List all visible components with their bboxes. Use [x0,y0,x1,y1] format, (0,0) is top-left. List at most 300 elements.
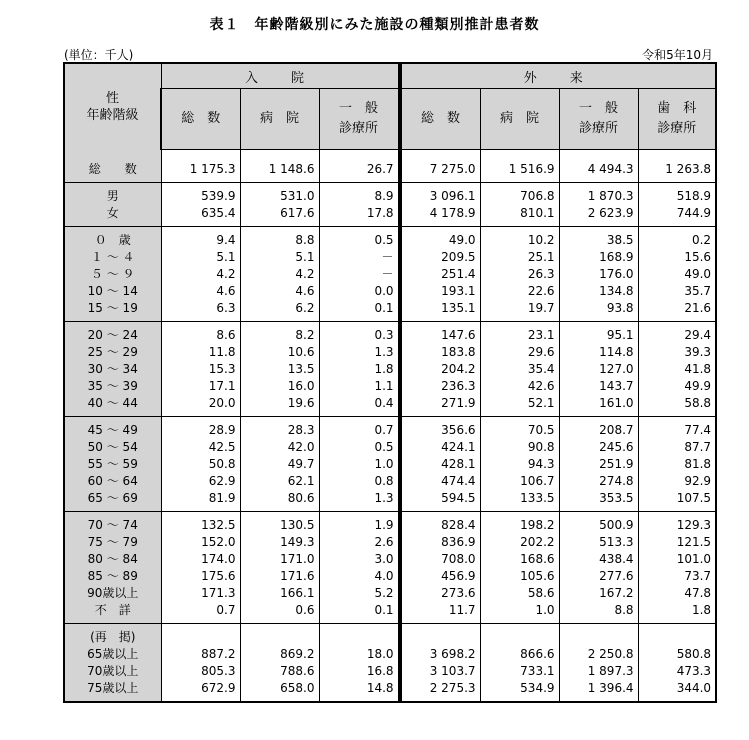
value: 658.0 [280,681,315,695]
value: 174.0 [201,552,236,566]
value-column-cell [319,512,398,624]
table-section-restated [64,624,716,703]
value: 70.5 [527,423,555,437]
value: 183.8 [441,345,476,359]
value: 1.8 [374,362,394,376]
value: 92.9 [684,474,712,488]
value: 424.1 [441,440,476,454]
column-header-line1: 総 数 [421,111,461,126]
value: 1 516.9 [508,162,555,176]
column-header [559,89,638,150]
value: 1.3 [374,491,394,505]
value: 788.6 [280,664,315,678]
value: 11.8 [208,345,236,359]
value: 8.9 [374,189,394,203]
column-header-line1: 総 数 [181,111,221,126]
column-header [240,89,319,150]
value: 52.1 [527,396,555,410]
value: 0.2 [691,233,712,247]
value-column-cell [559,417,638,512]
value: 8.8 [614,603,634,617]
value: 271.9 [441,396,476,410]
value: 22.6 [527,284,555,298]
value: 106.7 [520,474,555,488]
value: 1.0 [535,603,555,617]
value: 105.6 [520,569,555,583]
table-section-age-45-69 [64,417,716,512]
value: 167.2 [599,586,634,600]
value: 176.0 [599,267,634,281]
row-label: 30 ～ 34 [87,362,138,376]
value: 7 275.0 [429,162,476,176]
value: 50.8 [208,457,236,471]
value: 513.3 [599,535,634,549]
row-label: 45 ～ 49 [87,423,138,437]
value-column-cell [319,227,398,322]
value: 107.5 [676,491,712,505]
value: 500.9 [599,518,634,532]
value: 41.8 [684,362,712,376]
value: 42.6 [527,379,555,393]
value: 4.0 [374,569,394,583]
value: 28.3 [287,423,315,437]
value: 16.8 [366,664,394,678]
value: 21.6 [684,301,712,315]
column-header [480,89,559,150]
value: 87.7 [684,440,712,454]
value: 95.1 [606,328,634,342]
value-column-cell [401,183,480,227]
value: 708.0 [441,552,476,566]
row-header-sex: 性 [105,90,119,106]
value: 580.8 [676,647,712,661]
column-header-line1: 一 般 [339,101,379,116]
value: 58.6 [527,586,555,600]
value-column-cell [638,417,716,512]
row-label: 90歳以上 [87,586,139,600]
value: 1.0 [374,457,394,471]
value: 344.0 [676,681,712,695]
value: 134.8 [599,284,634,298]
value: 168.6 [520,552,555,566]
column-header-line1: 病 院 [500,111,540,126]
table-section-age-70-up [64,512,716,624]
column-header-line2: 診療所 [339,121,379,136]
value: 132.5 [201,518,236,532]
value-column-cell [401,417,480,512]
value: 2 275.3 [429,681,476,695]
value: 20.0 [208,396,236,410]
value: 0.7 [216,603,236,617]
value: 251.9 [599,457,634,471]
value: 4 178.9 [429,206,476,220]
value-column-cell [480,150,559,183]
value: 49.9 [684,379,712,393]
value: 828.4 [441,518,476,532]
value-column-cell [161,624,240,703]
value: 805.3 [201,664,236,678]
value: 4.2 [216,267,236,281]
value-column-cell [161,227,240,322]
value: 208.7 [599,423,634,437]
value: 356.6 [441,423,476,437]
value: 251.4 [441,267,476,281]
value: 0.7 [374,423,394,437]
value: 38.5 [606,233,634,247]
value: 5.2 [374,586,394,600]
value: 810.1 [520,206,555,220]
value: 35.7 [684,284,712,298]
value: 39.3 [684,345,712,359]
row-label: 不 詳 [94,603,131,617]
value-column-cell [401,512,480,624]
value-column-cell [319,417,398,512]
row-label: 女 [106,206,119,220]
column-header-line2: 診療所 [579,121,619,136]
value: 2.6 [374,535,394,549]
row-label: 35 ～ 39 [87,379,138,393]
value: 1.3 [374,345,394,359]
column-header-line1: 病 院 [259,111,299,126]
value-column-cell [319,322,398,417]
value-column-cell [638,322,716,417]
group-outpatient: 外 来 [401,63,716,89]
value: 81.8 [684,457,712,471]
patient-estimate-table [63,62,717,703]
value: 6.2 [295,301,315,315]
column-header-line1: 一 般 [579,101,619,116]
value: 531.0 [280,189,315,203]
value: 49.0 [448,233,476,247]
value-column-cell [559,227,638,322]
table-title: 表１ 年齢階級別にみた施設の種類別推計患者数 [209,17,540,33]
value: 147.6 [441,328,476,342]
value-column-cell [638,227,716,322]
value: 0.5 [374,440,394,454]
value-column-cell [161,183,240,227]
row-label: ０ 歳 [94,233,131,247]
value: 1 396.4 [587,681,634,695]
value: 25.1 [527,250,555,264]
value: 0.0 [374,284,394,298]
value: 2 250.8 [587,647,634,661]
value: 1 263.8 [665,162,712,176]
value: 121.5 [676,535,712,549]
value-column-cell [559,150,638,183]
value: 3 096.1 [429,189,476,203]
value-column-cell [480,322,559,417]
value: 0.4 [374,396,394,410]
row-label: 70歳以上 [87,664,139,678]
value: 101.0 [676,552,712,566]
value: 49.7 [287,457,315,471]
value-column-cell [559,322,638,417]
value: 15.3 [208,362,236,376]
value: 26.7 [366,162,394,176]
value: 17.8 [366,206,394,220]
row-header-cell [64,63,161,150]
value: 42.0 [287,440,315,454]
value: 13.5 [287,362,315,376]
value: 47.8 [684,586,712,600]
value: 9.4 [216,233,236,247]
value-column-cell [480,417,559,512]
value: 58.8 [684,396,712,410]
value: 168.9 [599,250,634,264]
value: 1 897.3 [587,664,634,678]
value: 193.1 [441,284,476,298]
value-column-cell [401,624,480,703]
row-labels [64,150,161,183]
value: 3.0 [374,552,394,566]
value: 17.1 [208,379,236,393]
value: 94.3 [527,457,555,471]
value: 5.1 [216,250,236,264]
value-column-cell [240,417,319,512]
row-label: 10 ～ 14 [87,284,138,298]
value: － [381,267,394,281]
value: 2 623.9 [587,206,634,220]
row-label: ５ ～ ９ [90,267,135,281]
value: 19.7 [527,301,555,315]
value: 4.6 [216,284,236,298]
value-column-cell [161,512,240,624]
value: 4 494.3 [587,162,634,176]
value: 49.0 [684,267,712,281]
value: 0.8 [374,474,394,488]
row-label: 75歳以上 [87,681,139,695]
value-column-cell [559,624,638,703]
value: 175.6 [201,569,236,583]
value-column-cell [480,183,559,227]
value: 171.0 [280,552,315,566]
value: 277.6 [599,569,634,583]
value: － [381,250,394,264]
value-column-cell [319,183,398,227]
table-section-total [64,150,716,183]
value: 1 175.3 [189,162,236,176]
value-column-cell [319,150,398,183]
value-column-cell [559,512,638,624]
row-label: 50 ～ 54 [87,440,138,454]
value: 635.4 [201,206,236,220]
row-label: 20 ～ 24 [87,328,138,342]
value: 28.9 [208,423,236,437]
value-column-cell [638,150,716,183]
row-label: 85 ～ 89 [87,569,138,583]
unit-label: (単位：千人) [64,48,134,62]
value: 204.2 [441,362,476,376]
value: 18.0 [366,647,394,661]
value: 129.3 [676,518,712,532]
value: 273.6 [441,586,476,600]
row-labels [64,624,161,703]
value: 0.1 [374,603,394,617]
value: 166.1 [280,586,315,600]
value-column-cell [480,512,559,624]
value: 209.5 [441,250,476,264]
value: 133.5 [520,491,555,505]
value: 1.1 [374,379,394,393]
value: 62.9 [208,474,236,488]
row-labels [64,227,161,322]
value: 62.1 [287,474,315,488]
column-header [401,89,480,150]
row-labels [64,512,161,624]
value-column-cell [240,227,319,322]
value-column-cell [638,512,716,624]
section-heading: (再 掲) [90,630,136,644]
row-label: 25 ～ 29 [87,345,138,359]
table-section-sex [64,183,716,227]
value: 135.1 [441,301,476,315]
value-column-cell [161,150,240,183]
value: 3 103.7 [429,664,476,678]
value: 1.9 [374,518,394,532]
value: 1 148.6 [268,162,315,176]
column-header-line1: 歯 科 [657,101,697,116]
value: 4.6 [295,284,315,298]
row-label: 75 ～ 79 [87,535,138,549]
value: 428.1 [441,457,476,471]
row-labels [64,183,161,227]
value: 474.4 [441,474,476,488]
value: 1 870.3 [587,189,634,203]
value: 274.8 [599,474,634,488]
value: 198.2 [520,518,555,532]
value: 672.9 [201,681,236,695]
value: 171.6 [280,569,315,583]
value: 143.7 [599,379,634,393]
value: 42.5 [208,440,236,454]
value-column-cell [480,624,559,703]
value: 6.3 [216,301,236,315]
row-labels [64,417,161,512]
value: 706.8 [520,189,555,203]
value: 473.3 [676,664,712,678]
value-column-cell [240,150,319,183]
value: 90.8 [527,440,555,454]
value: 29.4 [684,328,712,342]
value: 1.8 [691,603,712,617]
value-column-cell [638,183,716,227]
value: 202.2 [520,535,555,549]
value: 149.3 [280,535,315,549]
column-header [161,89,240,150]
value: 0.6 [295,603,315,617]
value: 4.2 [295,267,315,281]
row-label: 男 [106,189,119,203]
value: 836.9 [441,535,476,549]
value: 353.5 [599,491,634,505]
value: 16.0 [287,379,315,393]
value: 594.5 [441,491,476,505]
value-column-cell [240,512,319,624]
value-column-cell [161,417,240,512]
group-inpatient: 入 院 [161,63,398,89]
value-column-cell [401,322,480,417]
value-column-cell [240,624,319,703]
value: 3 698.2 [429,647,476,661]
value-column-cell [240,183,319,227]
value: 744.9 [676,206,712,220]
value: 29.6 [527,345,555,359]
value: 14.8 [366,681,394,695]
row-label: 40 ～ 44 [87,396,138,410]
value: 456.9 [441,569,476,583]
value: 866.6 [520,647,555,661]
row-labels [64,322,161,417]
value: 438.4 [599,552,634,566]
value: 0.1 [374,301,394,315]
row-label: １ ～ ４ [90,250,135,264]
value: 10.6 [287,345,315,359]
value: 236.3 [441,379,476,393]
row-header-age: 年齢階級 [86,107,139,123]
value: 77.4 [684,423,712,437]
value: 534.9 [520,681,555,695]
value: 23.1 [527,328,555,342]
value: 93.8 [606,301,634,315]
table-section-age-0-19 [64,227,716,322]
value: 0.5 [374,233,394,247]
value: 152.0 [201,535,236,549]
row-label: 55 ～ 59 [87,457,138,471]
value: 5.1 [295,250,315,264]
value: 130.5 [280,518,315,532]
value: 8.2 [295,328,315,342]
value-column-cell [161,322,240,417]
value: 26.3 [527,267,555,281]
column-header [638,89,716,150]
value: 733.1 [520,664,555,678]
value: 11.7 [448,603,476,617]
value: 617.6 [280,206,315,220]
value-column-cell [401,150,480,183]
value: 15.6 [684,250,712,264]
row-label: 65 ～ 69 [87,491,138,505]
column-header-line2: 診療所 [657,121,697,136]
value: 8.6 [216,328,236,342]
value: 161.0 [599,396,634,410]
value-column-cell [319,624,398,703]
row-label: 60 ～ 64 [87,474,138,488]
value-column-cell [240,322,319,417]
value: 10.2 [527,233,555,247]
value: 35.4 [527,362,555,376]
row-label: 65歳以上 [87,647,139,661]
value: 127.0 [599,362,634,376]
value: 19.6 [287,396,315,410]
value: 539.9 [201,189,236,203]
value-column-cell [559,183,638,227]
value: 518.9 [676,189,712,203]
row-label: 80 ～ 84 [87,552,138,566]
value: 171.3 [201,586,236,600]
row-label: 70 ～ 74 [87,518,138,532]
value: 887.2 [201,647,236,661]
value: 869.2 [280,647,315,661]
value: 8.8 [295,233,315,247]
row-label: 総 数 [88,161,137,176]
value: 114.8 [599,345,634,359]
value: 80.6 [287,491,315,505]
value: 73.7 [684,569,712,583]
value-column-cell [401,227,480,322]
column-header [319,89,398,150]
value: 0.3 [374,328,394,342]
value-column-cell [638,624,716,703]
